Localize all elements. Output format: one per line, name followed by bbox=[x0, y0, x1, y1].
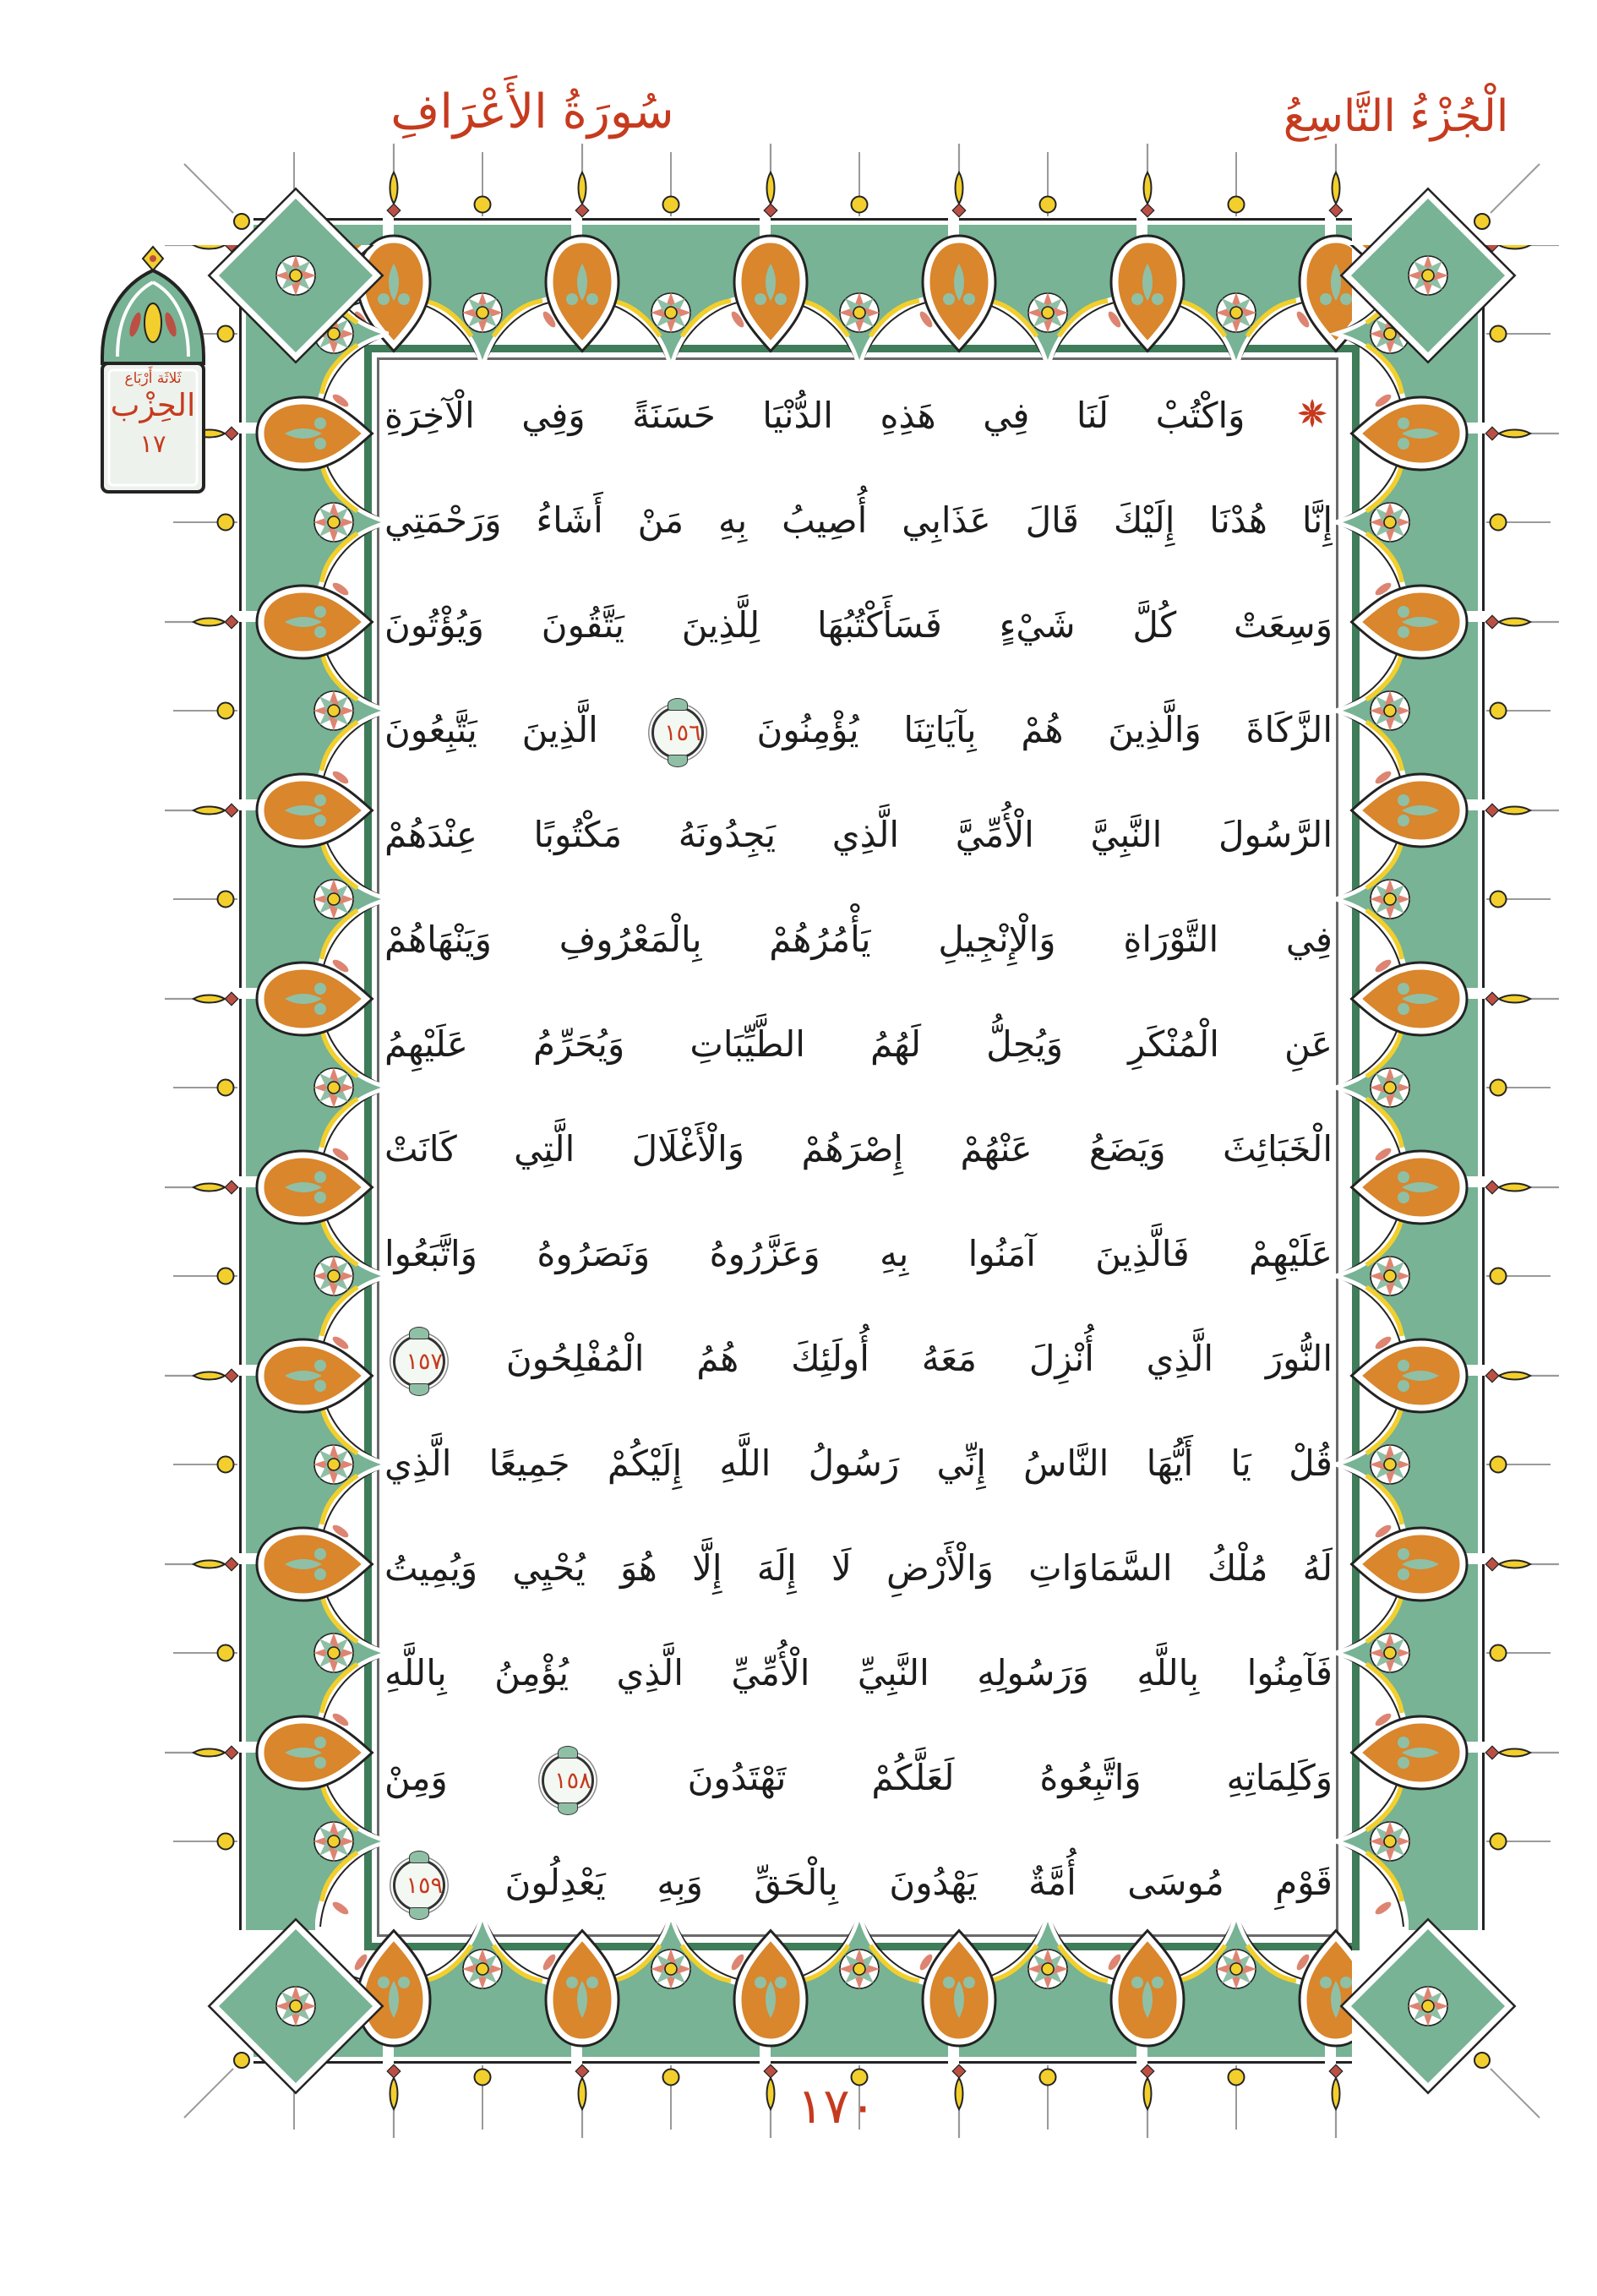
quran-text: الزَّكَاةَ وَالَّذِينَ هُمْ بِآيَاتِنَا يُؤْمِنُونَ bbox=[756, 709, 1333, 750]
quran-line bbox=[384, 1411, 1333, 1516]
verse-end-medallion bbox=[542, 1754, 594, 1807]
hizb-star-icon bbox=[1295, 366, 1329, 471]
quran-text: إِنَّا هُدْنَا إِلَيْكَ قَالَ عَذَابِي أُصِيبُ بِهِ مَنْ أَشَاءُ وَرَحْمَتِي bbox=[384, 499, 1333, 541]
quran-line bbox=[384, 1202, 1333, 1306]
quran-line bbox=[384, 1097, 1333, 1202]
verse-number: ١٥٩ bbox=[406, 1872, 443, 1899]
quran-text: قُلْ يَا أَيُّهَا النَّاسُ إِنِّي رَسُولُ اللَّهِ إِلَيْكُمْ جَمِيعًا الَّذِي bbox=[384, 1442, 1333, 1484]
quran-text: وَاكْتُبْ لَنَا فِي هَذِهِ الدُّنْيَا حَسَنَةً وَفِي الْآخِرَةِ bbox=[384, 395, 1245, 436]
hizb-marker-medallion bbox=[76, 245, 230, 503]
quran-text: وَسِعَتْ كُلَّ شَيْءٍ فَسَأَكْتُبُهَا لِلَّذِينَ يَتَّقُونَ وَيُؤْتُونَ bbox=[384, 604, 1333, 646]
quran-line bbox=[384, 1830, 1333, 1935]
verse-number: ١٥٧ bbox=[406, 1348, 443, 1375]
hizb-number: ١٧ bbox=[139, 429, 166, 458]
quran-text: الْخَبَائِثَ وَيَضَعُ عَنْهُمْ إِصْرَهُمْ وَالْأَغْلَالَ الَّتِي كَانَتْ bbox=[384, 1128, 1333, 1170]
quran-line bbox=[384, 1726, 1333, 1830]
quran-text: لَهُ مُلْكُ السَّمَاوَاتِ وَالْأَرْضِ لَا إِلَهَ إِلَّا هُوَ يُحْيِي وَيُمِيتُ bbox=[384, 1547, 1333, 1589]
quran-line bbox=[384, 468, 1333, 573]
quran-line bbox=[384, 573, 1333, 678]
quran-line bbox=[384, 887, 1333, 992]
quran-text: الَّذِينَ يَتَّبِعُونَ bbox=[384, 709, 598, 750]
verse-number: ١٥٦ bbox=[664, 719, 701, 746]
quran-text: عَنِ الْمُنْكَرِ وَيُحِلُّ لَهُمُ الطَّيِّبَاتِ وَيُحَرِّمُ عَلَيْهِمُ bbox=[384, 1023, 1333, 1065]
quran-text: عَلَيْهِمْ فَالَّذِينَ آمَنُوا بِهِ وَعَزَّرُوهُ وَنَصَرُوهُ وَاتَّبَعُوا bbox=[384, 1233, 1333, 1274]
page-number: ١٧٠ bbox=[797, 2077, 876, 2135]
quran-line bbox=[384, 783, 1333, 887]
quran-text: قَوْمِ مُوسَى أُمَّةٌ يَهْدُونَ بِالْحَقِّ وَبِهِ يَعْدِلُونَ bbox=[504, 1862, 1333, 1903]
verse-end-medallion bbox=[393, 1859, 445, 1912]
juz-title: الْجُزْءُ التَّاسِعُ bbox=[1283, 91, 1509, 142]
quran-text: وَمِنْ bbox=[384, 1757, 448, 1798]
quran-line bbox=[384, 678, 1333, 783]
quran-text: وَكَلِمَاتِهِ وَاتَّبِعُوهُ لَعَلَّكُمْ تَهْتَدُونَ bbox=[687, 1757, 1333, 1798]
verse-end-medallion bbox=[651, 706, 704, 759]
surah-title: سُورَةُ الأَعْرَافِ bbox=[390, 85, 674, 139]
quran-line bbox=[384, 1516, 1333, 1621]
hizb-label: الحِزْب bbox=[110, 387, 196, 423]
hizb-fraction-label: ثَلاثَة أَرْبَاع bbox=[124, 370, 182, 387]
quran-line bbox=[384, 363, 1333, 468]
quran-text: فِي التَّوْرَاةِ وَالْإِنْجِيلِ يَأْمُرُهُمْ بِالْمَعْرُوفِ وَيَنْهَاهُمْ bbox=[384, 919, 1333, 960]
quran-text: فَآمِنُوا بِاللَّهِ وَرَسُولِهِ النَّبِيِّ الْأُمِّيِّ الَّذِي يُؤْمِنُ بِاللَّهِ bbox=[384, 1652, 1333, 1693]
quran-line bbox=[384, 1306, 1333, 1411]
verse-number: ١٥٨ bbox=[554, 1767, 591, 1794]
quran-line bbox=[384, 1621, 1333, 1726]
quran-text: الرَّسُولَ النَّبِيَّ الْأُمِّيَّ الَّذِي يَجِدُونَهُ مَكْتُوبًا عِنْدَهُمْ bbox=[384, 814, 1333, 855]
verse-end-medallion bbox=[393, 1335, 445, 1388]
quran-line bbox=[384, 992, 1333, 1097]
quran-text-block bbox=[384, 363, 1333, 1937]
quran-text: النُّورَ الَّذِي أُنْزِلَ مَعَهُ أُولَئِكَ هُمُ الْمُفْلِحُونَ bbox=[505, 1338, 1333, 1379]
